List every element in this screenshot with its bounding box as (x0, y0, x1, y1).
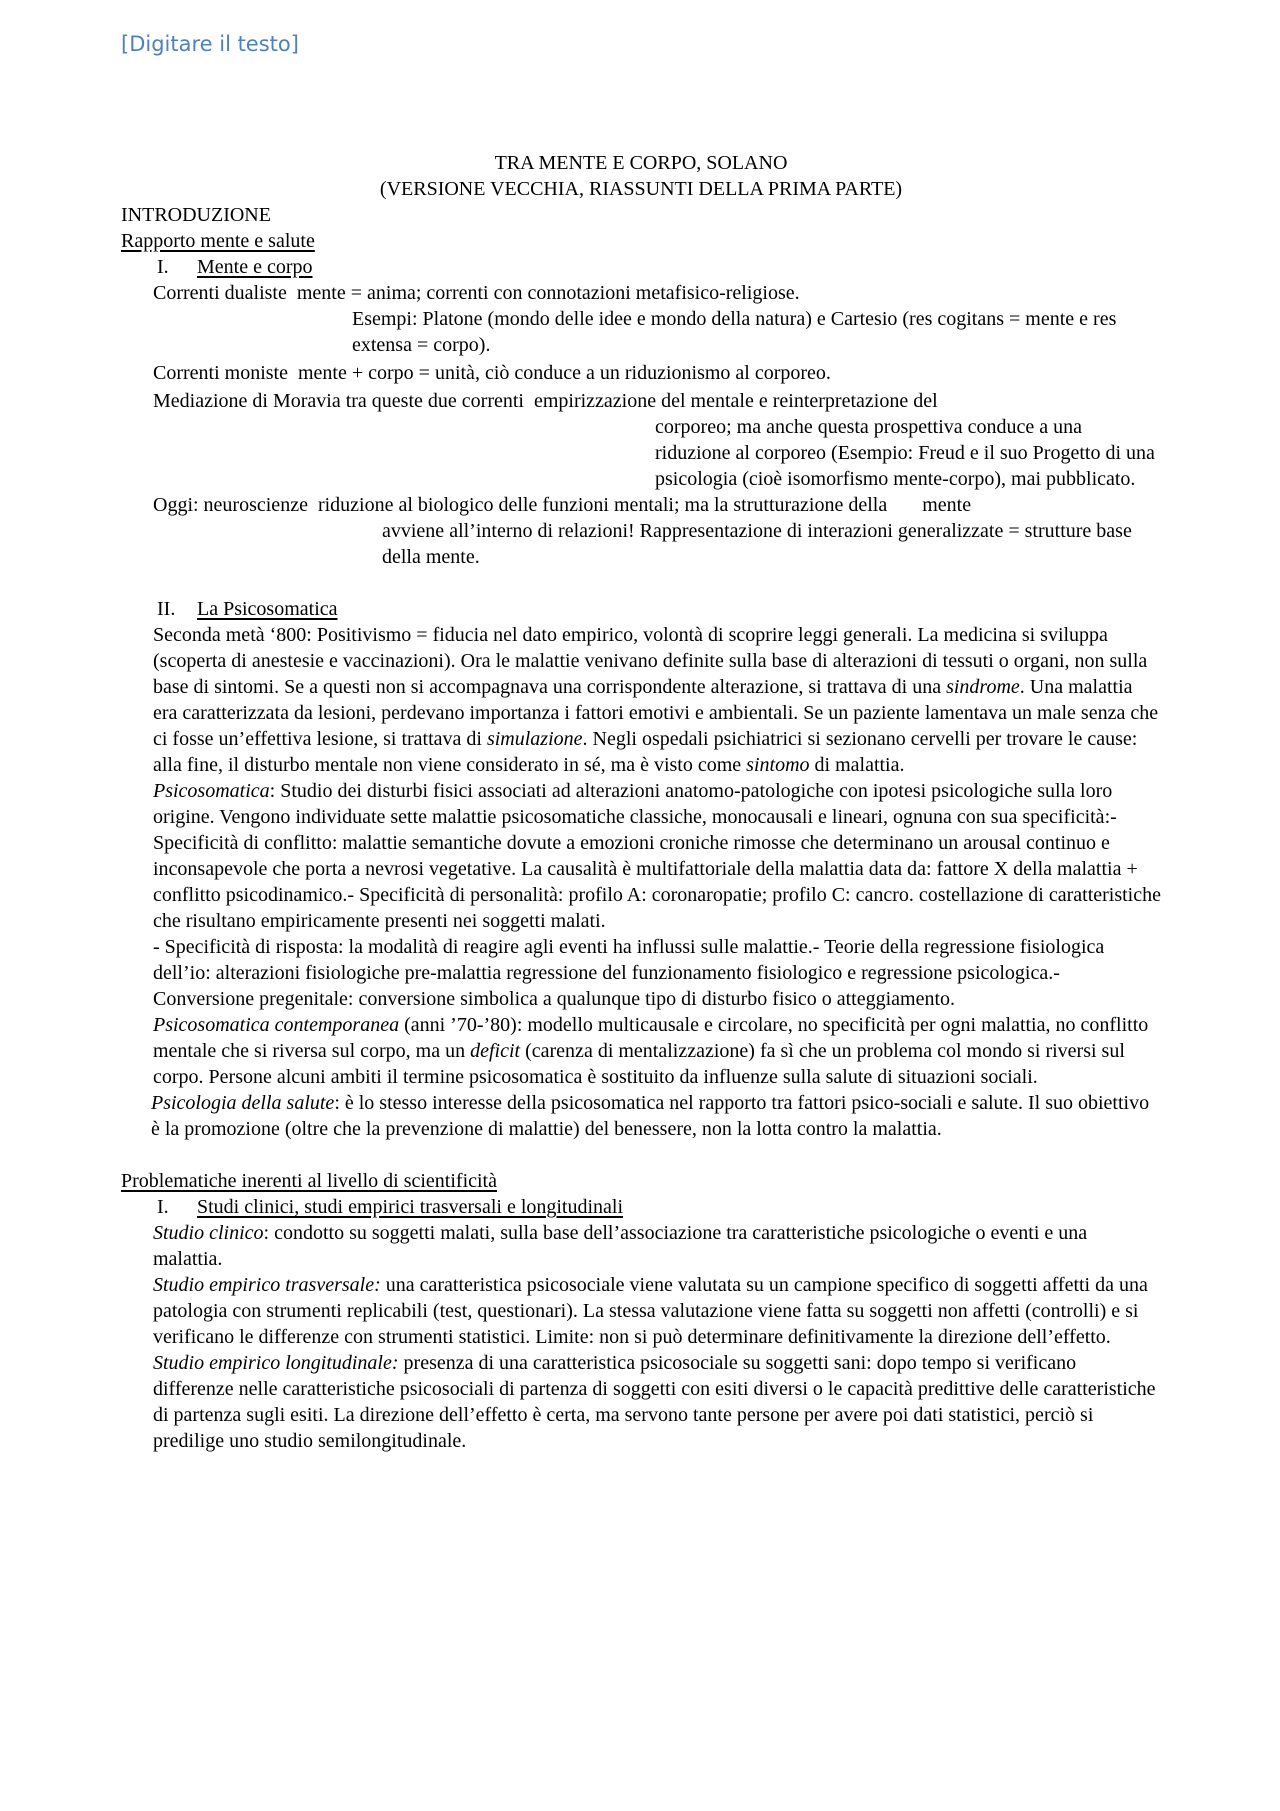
subsection-studi (157, 1194, 1161, 1220)
paragraph-specificita-risposta: - Specificità di risposta: la modalità di reagire agli eventi ha influssi sulle malattie.- Teorie della regressione fisiologica dell’io: alterazioni fisiologiche pre-malattia regressione del funzionamento fisiologico e regressione psicologica.- Conversione pregenitale: conversione simbolica a qualunque tipo di disturbo fisico o atteggiamento. (153, 936, 1105, 1010)
paragraph-psicologia-salute: Psicologia della salute: è lo stesso interesse della psicosomatica nel rapporto tra fattori psico-sociali e salute. Il suo obiettivo è la promozione (oltre che la prevenzione di malattie) del benessere, non la lotta contro la malattia. (151, 1092, 1150, 1140)
roman-numeral: I. (157, 256, 169, 278)
subsection-title: Studi clinici, studi empirici trasversali e longitudinali (197, 1196, 624, 1218)
oggi-block: Oggi: neuroscienze riduzione al biologico delle funzioni mentali; ma la strutturazione della mente avviene all’interno di relazioni! Rappresentazione di interazioni generalizzate = strutture base della mente. (153, 494, 1132, 568)
section-heading-problematiche: Problematiche inerenti al livello di scientificità (121, 1170, 497, 1192)
doc-title-line-1: TRA MENTE E CORPO, SOLANO (494, 152, 788, 174)
paragraph-psicosomatica: Psicosomatica: Studio dei disturbi fisici associati ad alterazioni anatomo-patologiche con ipotesi psicologiche sulla loro origine. Vengono individuate sette malattie psicosomatiche classiche, monocausali e lineari, ognuna con sua specificità:- Specificità di conflitto: malattie semantiche dovute a emozioni croniche rimosse che determinano un arousal continuo e inconsapevole che porta a nevrosi vegetative. La causalità è multifattoriale della malattia data da: fattore X della malattia + conflitto psicodinamico.- Specificità di personalità: profilo A: coronaropatie; profilo C: cancro. costellazione di caratteristiche che risultano empiricamente presenti nei soggetti malati. (153, 780, 1161, 932)
subsection-mente-corpo (157, 254, 1161, 280)
subsection-title: Mente e corpo (197, 256, 313, 278)
roman-numeral: II. (157, 598, 176, 620)
subsection-title: La Psicosomatica (197, 598, 338, 620)
paragraph-psicosomatica-contemporanea: Psicosomatica contemporanea (anni ’70-’80): modello multicausale e circolare, no specificità per ogni malattia, no conflitto mentale che si riversa sul corpo, ma un deficit (carenza di mentalizzazione) fa sì che un problema col mondo si riversi sul corpo. Persone alcuni ambiti il termine psicosomatica è sostituito da influenze sulla salute di situazioni sociali. (153, 1014, 1149, 1088)
dualiste-line: Correnti dualiste mente = anima; correnti con connotazioni metafisico-religiose. (153, 282, 800, 304)
intro-heading: INTRODUZIONE (121, 204, 271, 226)
paragraph-studio-trasversale: Studio empirico trasversale: una caratteristica psicosociale viene valutata su un campione specifico di soggetti affetti da una patologia con strumenti replicabili (test, questionari). La stessa valutazione viene fatta su soggetti non affetti (controlli) e si verificano le differenze con strumenti statistici. Limite: non si può determinare definitivamente la direzione dell’effetto. (153, 1274, 1148, 1348)
document-body (121, 150, 1161, 1454)
doc-title-line-2: (VERSIONE VECCHIA, RIASSUNTI DELLA PRIMA PARTE) (379, 178, 903, 200)
paragraph-studio-longitudinale: Studio empirico longitudinale: presenza di una caratteristica psicosociale su soggetti sani: dopo tempo si verificano differenze nelle caratteristiche psicosociali di partenza di soggetti con esiti diversi o le capacità predittive delle caratteristiche di partenza sugli esiti. La direzione dell’effetto è certa, ma servono tante persone per avere poi dati statistici, perciò si predilige uno studio semilongitudinale. (153, 1352, 1156, 1452)
section-heading-rapporto: Rapporto mente e salute (121, 230, 315, 252)
roman-numeral: I. (157, 1196, 169, 1218)
paragraph-studio-clinico: Studio clinico: condotto su soggetti malati, sulla base dell’associazione tra caratteristiche psicologiche o eventi e una malattia. (153, 1222, 1088, 1270)
moniste-line: Correnti moniste mente + corpo = unità, ciò conduce a un riduzionismo al corporeo. (153, 362, 831, 384)
subsection-psicosomatica (157, 596, 1161, 622)
moravia-block: Mediazione di Moravia tra queste due correnti empirizzazione del mentale e reinterpretazione del corporeo; ma anche questa prospettiva conduce a una riduzione al corporeo (Esempio: Freud e il suo Progetto di una psicologia (cioè isomorfismo mente-corpo), mai pubblicato. (153, 390, 1155, 490)
dualiste-example: Esempi: Platone (mondo delle idee e mondo della natura) e Cartesio (res cogitans = mente e res extensa = corpo). (352, 308, 1117, 356)
paragraph-positivismo: Seconda metà ‘800: Positivismo = fiducia nel dato empirico, volontà di scoprire leggi generali. La medicina si sviluppa (scoperta di anestesie e vaccinazioni). Ora le malattie venivano definite sulla base di alterazioni di tessuti o organi, non sulla base di sintomi. Se a questi non si accompagnava una corrispondente alterazione, si trattava di una sindrome. Una malattia era caratterizzata da lesioni, perdevano importanza i fattori emotivi e ambientali. Se un paziente lamentava un male senza che ci fosse un’effettiva lesione, si trattava di simulazione. Negli ospedali psichiatrici si sezionano cervelli per trovare le cause: alla fine, il disturbo mentale non viene considerato in sé, ma è visto come sintomo di malattia. (153, 624, 1159, 776)
header-placeholder[interactable]: [Digitare il testo] (121, 32, 299, 56)
